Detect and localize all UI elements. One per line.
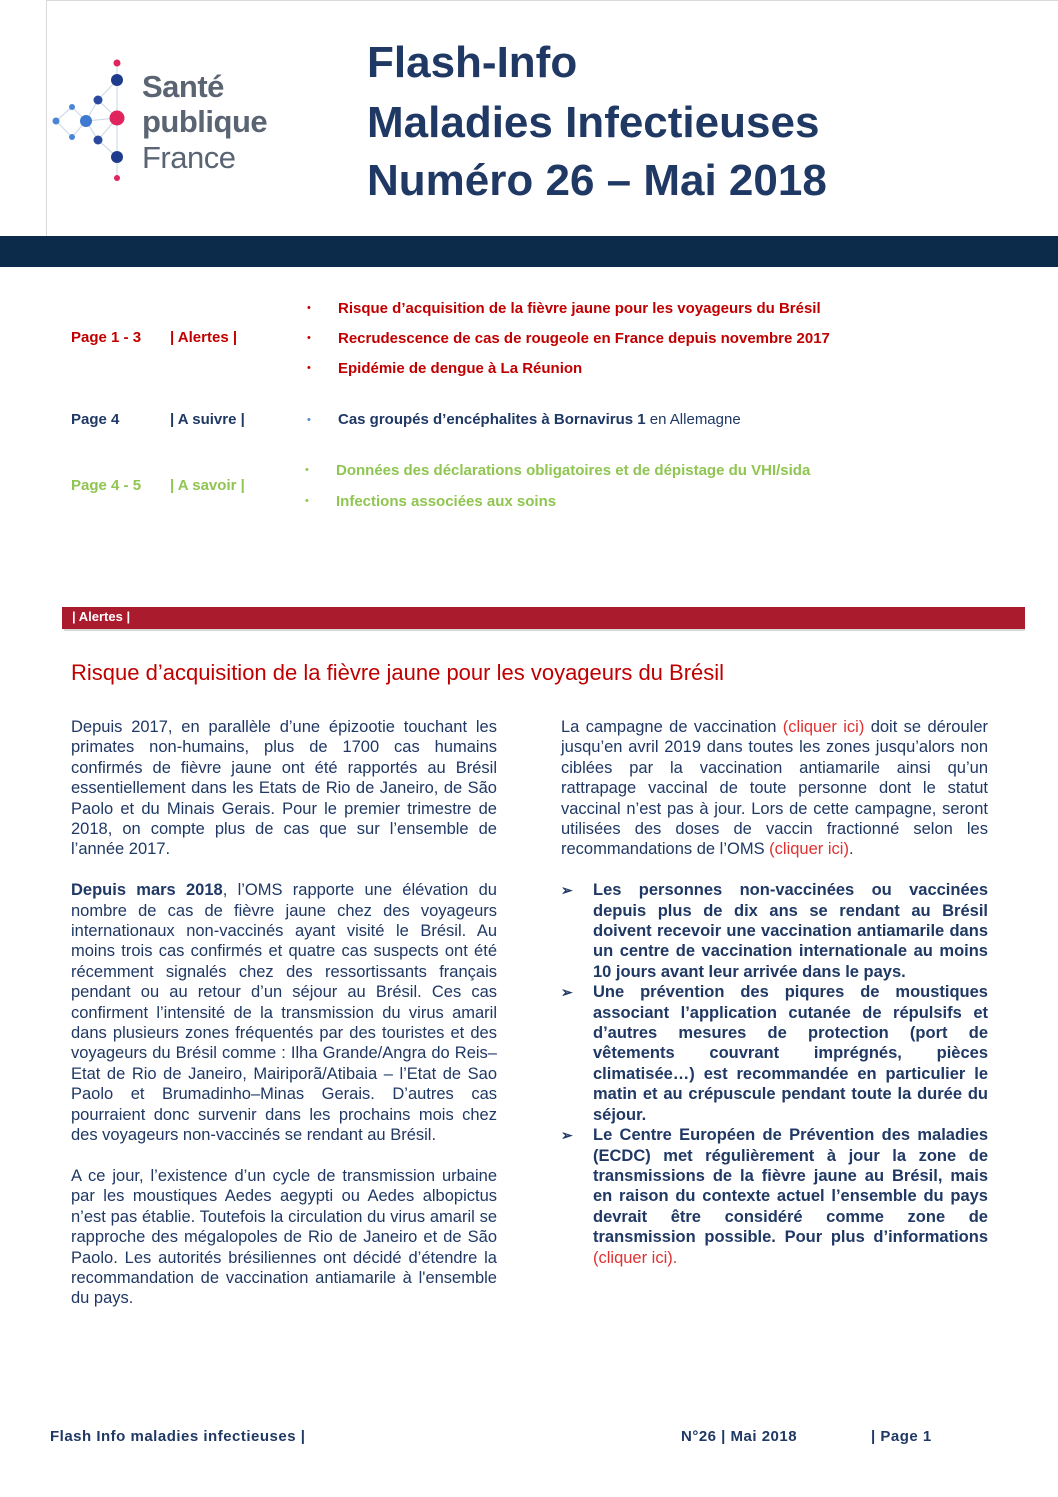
bullet-icon: • — [305, 495, 309, 507]
recommendation-item-3 — [561, 1125, 988, 1268]
left-paragraph-2 — [71, 880, 497, 1145]
header-band — [0, 236, 1058, 267]
header-title-line-2: Maladies Infectieuses — [367, 98, 820, 147]
header-title-line-1: Flash-Info — [367, 38, 578, 87]
cliquer-ici-link-1[interactable]: (cliquer ici) — [782, 718, 865, 736]
recommendation-text-3: Le Centre Européen de Prévention des maladies (ECDC) met régulièrement à jour la zone de transmissions de la fièvre jaune au Brésil, mais en raison du contexte actuel l’ensemble du pays devrait être considéré comme zone de transmission possible. Pour plus d’informations — [593, 1126, 988, 1247]
section-title: Risque d’acquisition de la fièvre jaune pour les voyageurs du Brésil — [71, 660, 725, 685]
bullet-icon: • — [307, 302, 311, 314]
link-3-end: . — [672, 1248, 678, 1267]
recommendation-text-1: Les personnes non-vaccinées ou vaccinées depuis plus de dix ans se rendant au Brésil doivent recevoir une vaccination antiamarile dans un centre de vaccination internationale au moins 10 jours avant leur arrivée dans le pays. — [593, 881, 988, 981]
cliquer-ici-link-2[interactable]: (cliquer ici) — [769, 840, 849, 859]
bullet-icon: • — [307, 332, 311, 344]
cliquer-ici-link-3[interactable]: (cliquer ici) — [593, 1248, 673, 1267]
right-column — [561, 717, 988, 1268]
header-title-line-3: Numéro 26 – Mai 2018 — [367, 156, 827, 205]
summary-alertes-item-1[interactable]: Risque d’acquisition de la fièvre jaune pour les voyageurs du Brésil — [338, 300, 821, 317]
header-top-rule — [46, 0, 1058, 1]
logo-molecule-icon — [50, 55, 140, 185]
bullet-icon: • — [307, 362, 311, 374]
sante-publique-france-logo — [50, 55, 290, 185]
summary-a-savoir-page[interactable]: Page 4 - 5 — [71, 477, 142, 494]
summary-a-savoir-item-2[interactable]: Infections associées aux soins — [336, 493, 557, 510]
logo-line-1: Santé — [142, 69, 224, 104]
recommendation-item-2 — [561, 982, 988, 1125]
arrow-bullet-icon: ➢ — [561, 1127, 573, 1144]
right-paragraph-1 — [561, 717, 988, 860]
arrow-bullet-icon: ➢ — [561, 984, 573, 1001]
right-p1-a: La campagne de vaccination — [561, 718, 783, 736]
section-band-label: | Alertes | — [72, 609, 131, 624]
right-p1-end: . — [848, 840, 854, 859]
logo-line-3: France — [142, 140, 236, 175]
left-paragraph-2-bold: Depuis mars 2018 — [71, 881, 223, 900]
recommendations-list — [561, 880, 988, 1268]
summary-a-suivre-item-rest: en Allemagne — [645, 411, 741, 428]
arrow-bullet-icon: ➢ — [561, 882, 573, 899]
recommendation-item-1 — [561, 880, 988, 982]
summary-alertes-item-3[interactable]: Epidémie de dengue à La Réunion — [338, 360, 583, 377]
section-band-alertes — [62, 607, 1025, 629]
left-paragraph-1: Depuis 2017, en parallèle d’une épizootie touchant les primates non-humains, plus de 1700 cas humains confirmés de fièvre jaune ont été rapportés au Brésil essentiellement dans les Etats de Rio de Janeiro, de São Paolo et du Minais Gerais. Pour le premier trimestre de 2018, on compte plus de cas que sur l’ensemble de l’année 2017. — [71, 718, 497, 859]
logo-line-2: publique — [142, 104, 268, 139]
summary-a-suivre-item[interactable] — [338, 411, 741, 428]
left-column — [71, 717, 497, 1309]
bullet-icon: • — [307, 414, 311, 426]
summary-a-suivre-page[interactable]: Page 4 — [71, 411, 120, 428]
footer-publication-name: Flash Info maladies infectieuses | — [50, 1428, 306, 1445]
left-paragraph-2-rest: , l’OMS rapporte une élévation du nombre de cas de fièvre jaune chez des voyageurs internationaux non-vaccinés ayant visité le Brésil. Au moins trois cas confirmés et quatre cas suspects ont été récemment signalés chez des ressortissants français pendant ou au retour d’un séjour au Brésil. Ces cas confirment l’intensité de la transmission du virus amaril dans plusieurs zones fréquentés par des touristes et des voyageurs du Brésil comme : Ilha Grande/Angra do Reis–Etat de Rio de Janeiro, Mairiporã/Atibaia – l’Etat de Sao Paolo et Brumadinho–Minas Gerais. D’autres cas pourraient donc survenir dans les prochains mois chez des voyageurs non-vaccinés se rendant au Brésil. — [71, 881, 497, 1145]
summary-a-suivre-label[interactable]: | A suivre | — [170, 411, 245, 428]
left-paragraph-3: A ce jour, l’existence d’un cycle de transmission urbaine par les moustiques Aedes aegypti ou Aedes albopictus n’est pas établie. Toutefois la circulation du virus amaril se rapproche des mégalopoles de Rio de Janeiro et de São Paolo. Les autorités brésiliennes ont décidé d’étendre la recommandation de vaccination antiamarile à l'ensemble du pays. — [71, 1166, 497, 1308]
summary-alertes-page[interactable]: Page 1 - 3 — [71, 329, 142, 346]
footer-page-number: | Page 1 — [871, 1428, 932, 1445]
header-left-rule — [46, 0, 47, 236]
summary-a-savoir-item-1[interactable]: Données des déclarations obligatoires et de dépistage du VHI/sida — [336, 462, 811, 479]
summary-a-savoir-label[interactable]: | A savoir | — [170, 477, 245, 494]
summary-alertes-item-2[interactable]: Recrudescence de cas de rougeole en France depuis novembre 2017 — [338, 330, 830, 347]
summary-alertes-label[interactable]: | Alertes | — [170, 329, 238, 346]
recommendation-text-2: Une prévention des piqures de moustiques associant l’application cutanée de répulsifs et d’autres mesures de protection (port de vêtements couvrant imprégnés, pièces climatisée…) est recommandée en particulier le matin et au crépuscule pendant toute la durée du séjour. — [593, 983, 988, 1124]
summary-a-suivre-item-bold: Cas groupés d’encéphalites à Bornavirus 1 — [338, 411, 646, 428]
right-p1-b: doit se dérouler jusqu’en avril 2019 dans toutes les zones jusqu’alors non ciblées par la vaccination antiamarile ainsi qu’un rattrapage vaccinal de toute personne dont le statut vaccinal n’est pas à jour. Lors de cette campagne, seront utilisées des doses de vaccin fractionné selon les recommandations de l’OMS — [561, 718, 988, 859]
bullet-icon: • — [305, 464, 309, 476]
footer-issue: N°26 | Mai 2018 — [681, 1428, 798, 1445]
